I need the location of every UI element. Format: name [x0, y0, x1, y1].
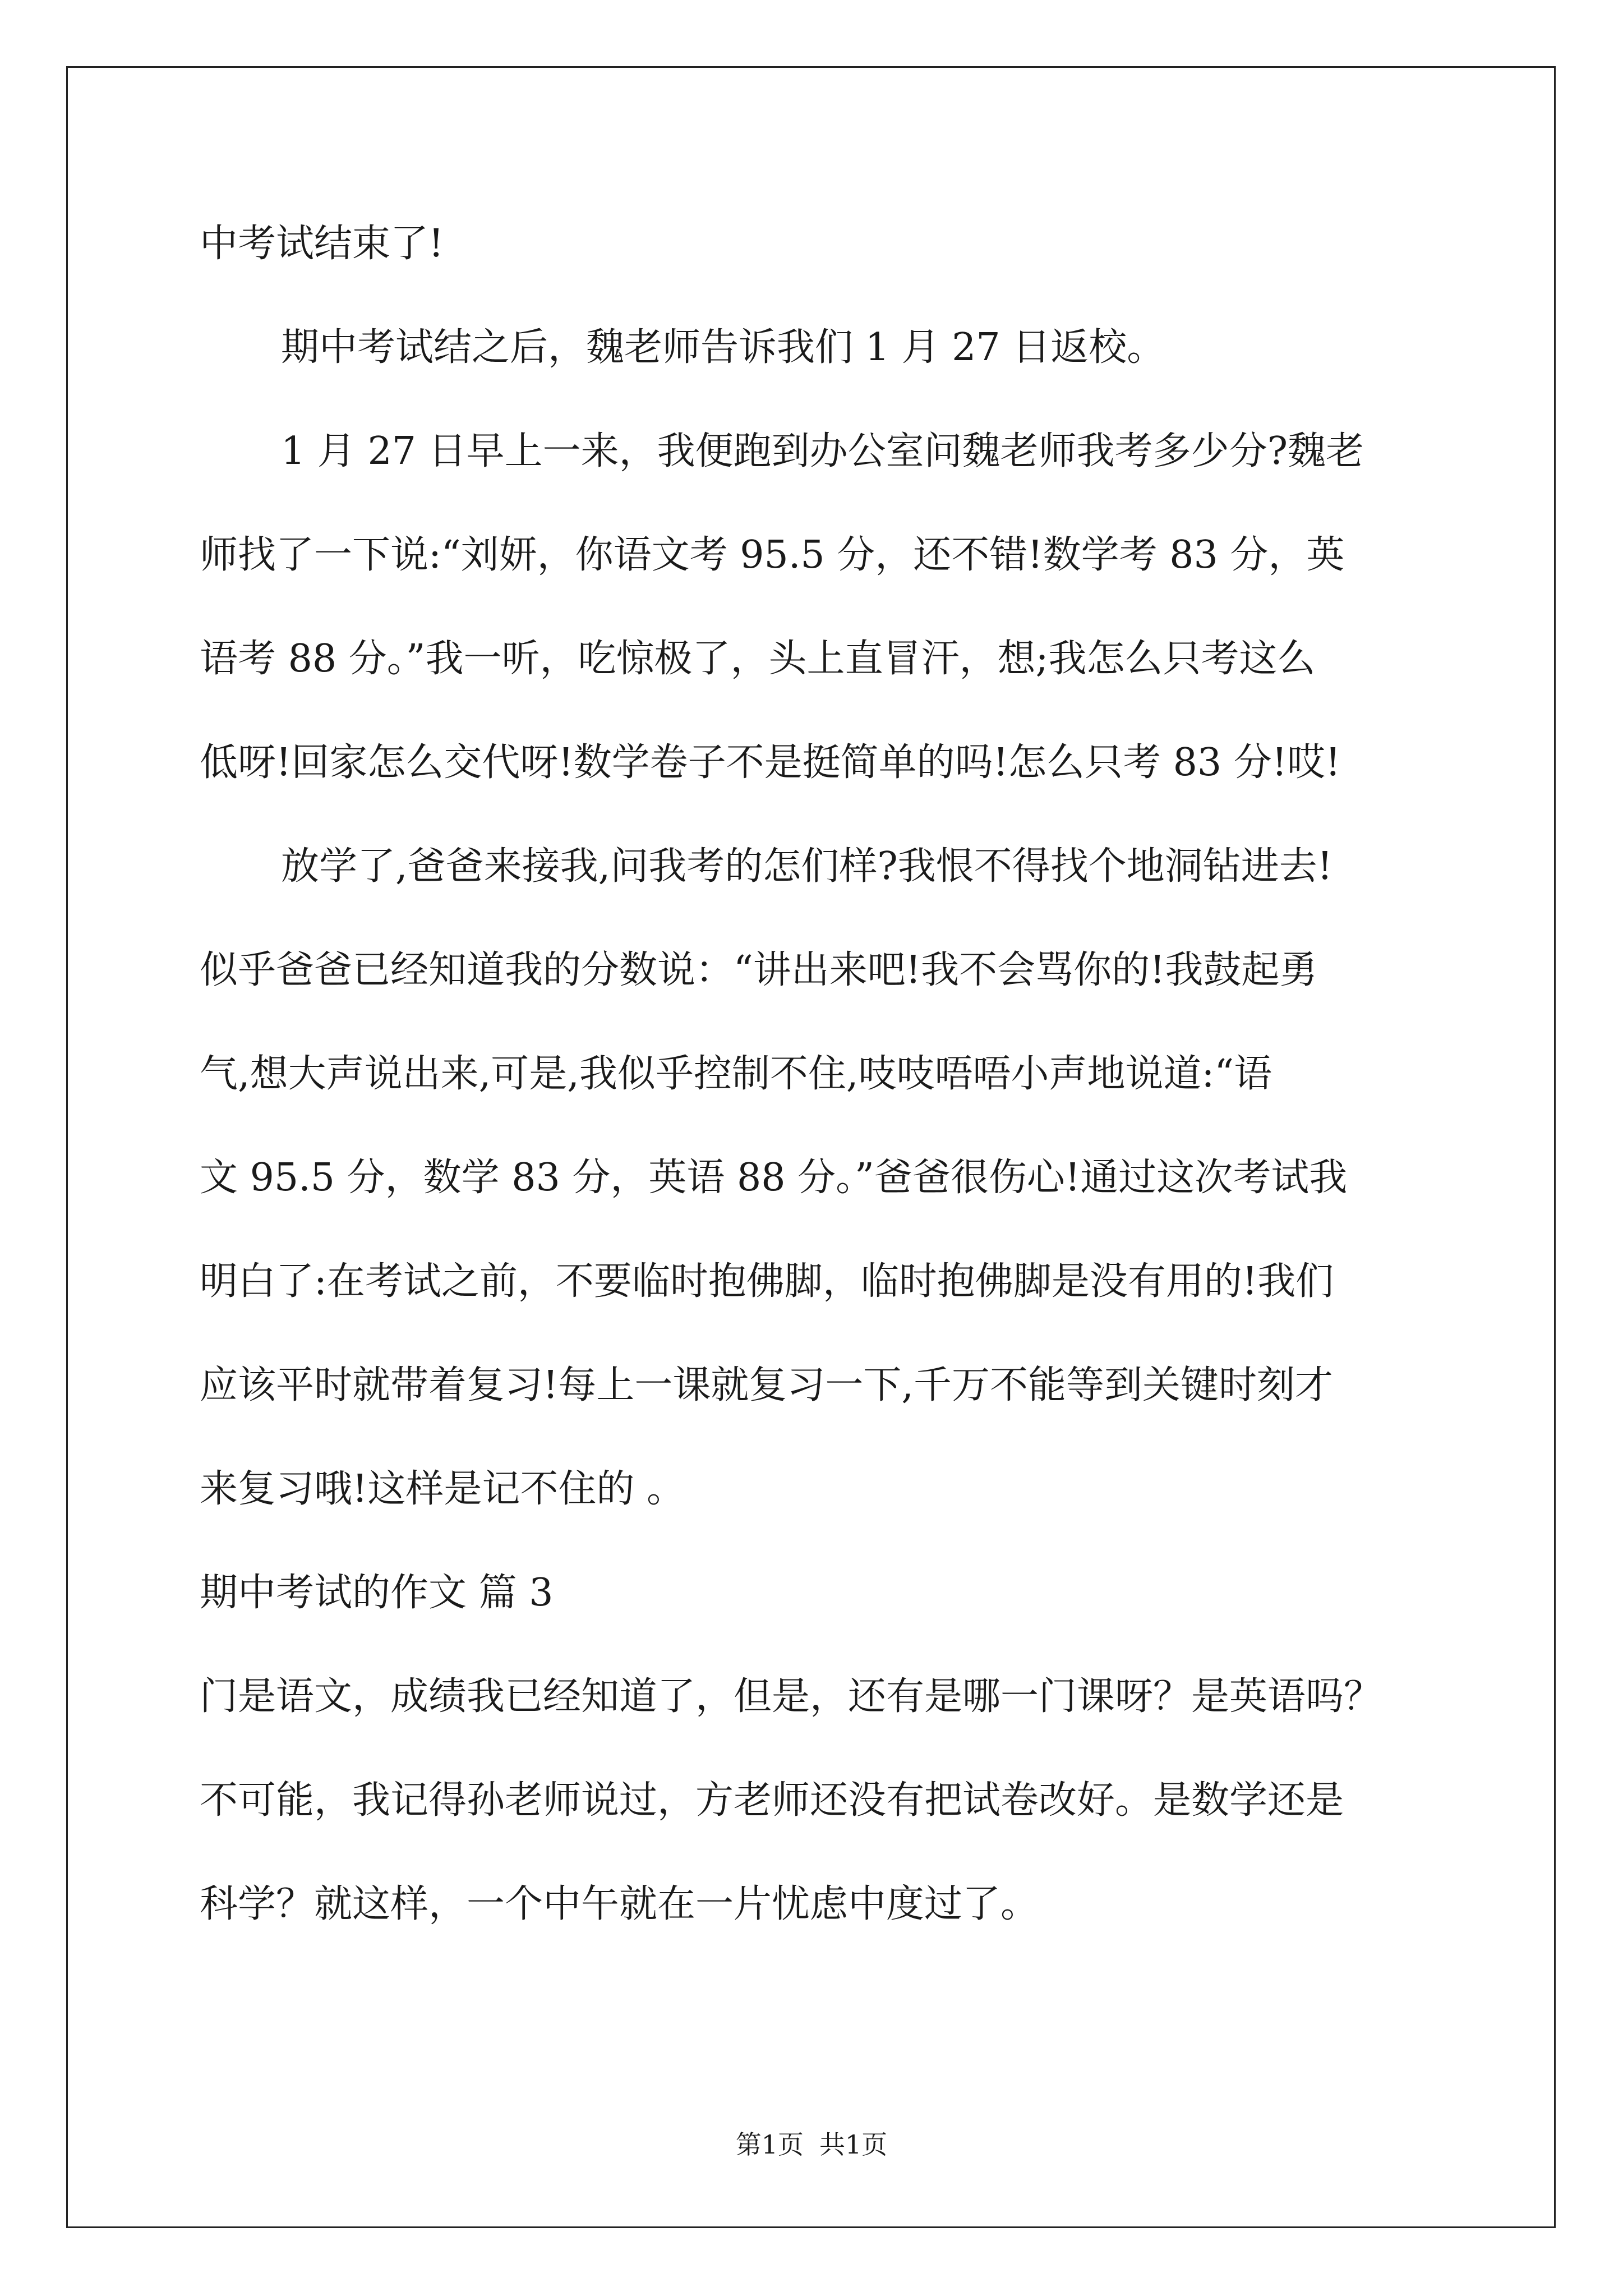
paragraph-line: 中考试结束了!	[200, 222, 444, 266]
page-total: 共1页	[819, 2129, 888, 2160]
paragraph-line: 来复习哦!这样是记不住的 。	[200, 1467, 685, 1511]
page-current: 第1页	[735, 2129, 804, 2160]
paragraph-line: 门是语文，成绩我已经知道了，但是，还有是哪一门课呀？是英语吗？	[200, 1674, 1382, 1719]
paragraph-line: 低呀!回家怎么交代呀!数学卷子不是挺简单的吗!怎么只考 83 分!哎!	[200, 740, 1341, 785]
page-footer	[0, 2129, 1623, 2160]
paragraph-line: 语考 88 分。”我一听，吃惊极了，头上直冒汗，想;我怎么只考这么	[200, 637, 1316, 681]
section-heading: 期中考试的作文 篇 3	[200, 1571, 554, 1615]
paragraph-line: 明白了:在考试之前，不要临时抱佛脚，临时抱佛脚是没有用的!我们	[200, 1259, 1334, 1304]
paragraph-line: 似乎爸爸已经知道我的分数说：“讲出来吧!我不会骂你的!我鼓起勇	[200, 948, 1318, 992]
paragraph-line: 科学？就这样，一个中午就在一片忧虑中度过了。	[200, 1882, 1039, 1926]
paragraph-line: 不可能，我记得孙老师说过，方老师还没有把试卷改好。是数学还是	[200, 1778, 1344, 1823]
paragraph-line: 放学了,爸爸来接我,问我考的怎们样?我恨不得找个地洞钻进去!	[281, 844, 1333, 889]
paragraph-line: 文 95.5 分，数学 83 分，英语 88 分。”爸爸很伤心!通过这次考试我	[200, 1156, 1348, 1200]
paragraph-line: 应该平时就带着复习!每上一课就复习一下,千万不能等到关键时刻才	[200, 1363, 1333, 1407]
paragraph-line: 师找了一下说:“刘妍，你语文考 95.5 分，还不错!数学考 83 分，英	[200, 533, 1345, 577]
paragraph-line: 气,想大声说出来,可是,我似乎控制不住,吱吱唔唔小声地说道:“语	[200, 1052, 1272, 1096]
paragraph-line: 期中考试结之后，魏老师告诉我们 1 月 27 日返校。	[281, 325, 1165, 370]
paragraph-line: 1 月 27 日早上一来，我便跑到办公室问魏老师我考多少分?魏老	[281, 429, 1364, 473]
